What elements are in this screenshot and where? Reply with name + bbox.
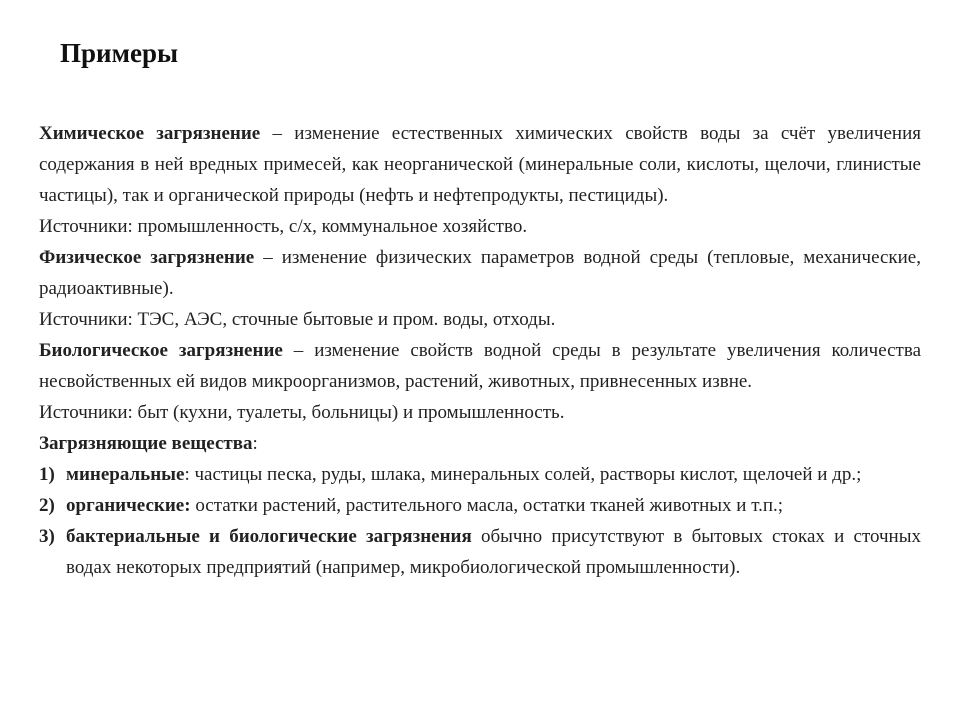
pollutants-heading: Загрязняющие вещества <box>39 433 253 454</box>
list-item-text: остатки растений, растительного масла, остатки тканей животных и т.п.; <box>190 495 784 516</box>
physical-paragraph <box>39 242 921 304</box>
list-item-number: 1) <box>39 464 55 485</box>
physical-sources: Источники: ТЭС, АЭС, сточные бытовые и пром. воды, отходы. <box>39 309 556 330</box>
list-item-number: 2) <box>39 495 55 516</box>
chemical-sources: Источники: промышленность, с/х, коммунальное хозяйство. <box>39 216 528 237</box>
list-item <box>39 459 921 490</box>
page-title: Примеры <box>60 38 179 68</box>
biological-paragraph <box>39 335 921 397</box>
pollutants-list <box>39 459 921 583</box>
chemical-paragraph <box>39 118 921 211</box>
biological-definition: – изменение свойств водной среды в результате увеличения количества несвойственных ей видов микроорганизмов, растений, животных, привнесенных извне. <box>39 340 922 392</box>
list-item-term: бактериальные и биологические загрязнения <box>66 526 472 547</box>
list-item-number: 3) <box>39 526 55 547</box>
list-item-text: обычно присутствуют в бытовых стоках и сточных водах некоторых предприятий (например, микробиологической промышленности). <box>66 526 921 578</box>
list-item-term: минеральные <box>66 464 185 485</box>
chemical-definition: – изменение естественных химических свойств воды за счёт увеличения содержания в ней вредных примесей, как неорганической (минеральные соли, кислоты, щелочи, глинистые частицы), так и органической природы (нефть и нефтепродукты, пестициды). <box>39 123 921 206</box>
slide-content <box>39 118 921 583</box>
pollutants-heading-line <box>39 428 921 459</box>
list-item <box>39 490 921 521</box>
biological-sources: Источники: быт (кухни, туалеты, больницы) и промышленность. <box>39 402 565 423</box>
chemical-term: Химическое загрязнение <box>39 123 261 144</box>
list-item-term: органические: <box>66 495 191 516</box>
list-item-text: : частицы песка, руды, шлака, минеральных солей, растворы кислот, щелочей и др.; <box>184 464 862 485</box>
biological-term: Биологическое загрязнение <box>39 340 283 361</box>
list-item <box>39 521 921 583</box>
physical-definition: – изменение физических параметров водной среды (тепловые, механические, радиоактивные). <box>39 247 921 299</box>
physical-term: Физическое загрязнение <box>39 247 255 268</box>
pollutants-colon: : <box>252 433 258 454</box>
